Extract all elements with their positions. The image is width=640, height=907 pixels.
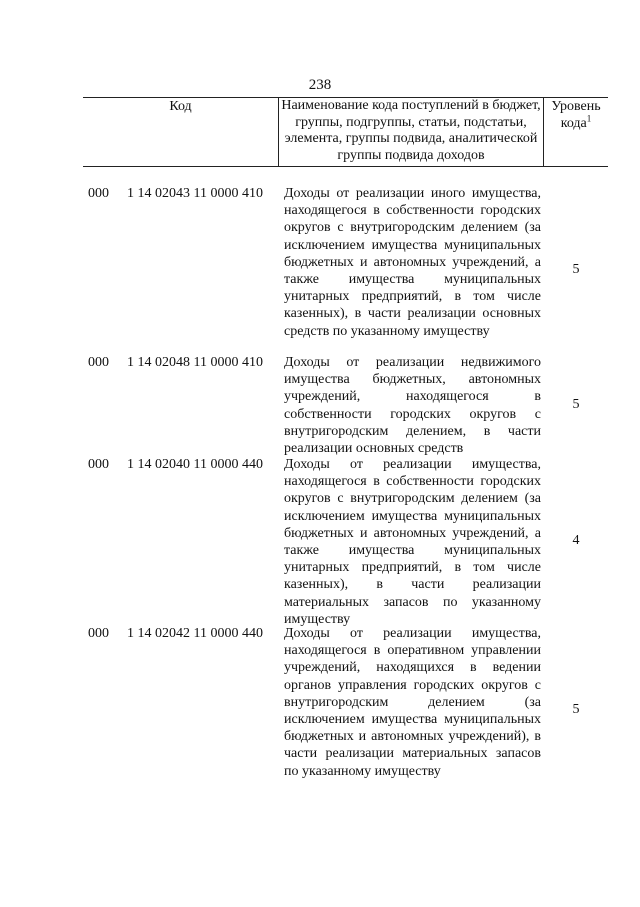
row-code: 1 14 02040 11 0000 440 (127, 457, 263, 472)
row-code: 1 14 02048 11 0000 410 (127, 355, 263, 370)
row-level: 5 (572, 262, 580, 277)
row-description: Доходы от реализации недвижимого имущества бюджетных, автономных учреждений, находящегося в собственности городских округов с внутригородским делением, в части реализации основных средств (284, 355, 541, 457)
row-prefix: 000 (88, 457, 109, 472)
header-level-label: Уровень кода (551, 99, 601, 131)
row-level: 5 (572, 702, 580, 717)
row-prefix: 000 (88, 186, 109, 201)
header-code: Код (83, 98, 279, 166)
table-header (83, 97, 608, 167)
row-code: 1 14 02042 11 0000 440 (127, 626, 263, 641)
row-level: 4 (572, 533, 580, 548)
row-prefix: 000 (88, 355, 109, 370)
row-description: Доходы от реализации имущества, находящегося в собственности городских округов с внутригородским делением (за исключением имущества муниципальных бюджетных и автономных учреждений, а также имущества муниципальных унитарных предприятий, в том числе казенных), в части реализации материальных запасов по указанному имуществу (284, 457, 541, 627)
header-name: Наименование кода поступлений в бюджет, группы, подгруппы, статьи, подстатьи, элемента, группы подвида, аналитической группы подвида доходов (279, 98, 544, 166)
row-code: 1 14 02043 11 0000 410 (127, 186, 263, 201)
row-description: Доходы от реализации имущества, находящегося в оперативном управлении учреждений, находящихся в ведении органов управления городских округов с внутригородским делением (за исключением имущества муниципальных бюджетных и автономных учреждений), в части реализации материальных запасов по указанному имуществу (284, 626, 541, 779)
row-description: Доходы от реализации иного имущества, находящегося в собственности городских округов с внутригородским делением (за исключением имущества муниципальных бюджетных и автономных учреждений, а также имущества муниципальных унитарных предприятий, в том числе казенных), в части реализации основных средств по указанному имуществу (284, 186, 541, 339)
header-level (544, 98, 608, 166)
row-prefix: 000 (88, 626, 109, 641)
row-level: 5 (572, 397, 580, 412)
header-level-footnote: 1 (586, 113, 592, 124)
page-number: 238 (308, 77, 332, 93)
